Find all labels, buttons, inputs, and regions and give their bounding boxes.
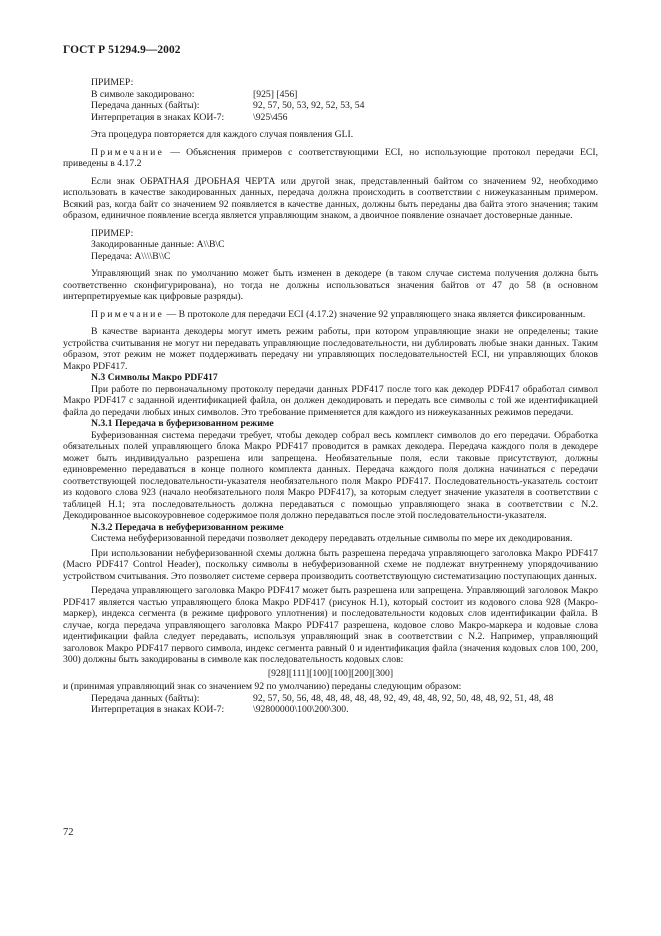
note-text: — Объяснения примеров с соответствующими ECI, но использующие протокол передачи ECI, приведены в 4.17.2 [63,146,598,169]
section-heading: N.3.1 Передача в буферизованном режиме [91,418,274,429]
example-row [91,112,598,124]
codeword-sequence: [928][111][100][100][200][300] [267,667,394,679]
page-number: 72 [63,827,74,838]
page-content [63,77,598,716]
example-title: ПРИМЕР: [91,227,134,239]
paragraph: Передача управляющего заголовка Макро PDF417 может быть разрешена или запрещена. Управляющий заголовок Макро PDF417 является частью управляющего блока Макро PDF417 (рисунок Н.1), который состоит из кодового слова 928 (Макро-маркер), индекса сегмента (в режиме цифрового уплотнения) и последовательности кодовых слов идентификации файла. В случае, когда передача управляющего заголовка Макро PDF417 разрешена, кодовое слово Макро-маркера и кодовые слова идентификации файла следует передавать, используя управляющий знак в соответствии с N.2. Например, управляющий заголовок Макро PDF417 первого символа, индекс сегмента равный 0 и идентификация файла (значения кодовых слов 100, 200, 300) должны быть закодированы в символе как последовательность кодовых слов: [63,585,598,665]
example-row-value: \925\456 [253,111,288,123]
example-block [63,228,598,263]
example-row-label: Интерпретация в знаках КОИ-7: [91,111,225,123]
example-row-value: 92, 57, 50, 56, 48, 48, 48, 48, 48, 92, 49, 48, 48, 92, 50, 48, 48, 92, 51, 48, 48 [253,692,554,704]
paragraph: При использовании небуферизованной схемы должна быть разрешена передача управляющего заголовка Макро PDF417 (Macro PDF417 Control Header), поскольку символы в небуферизованной схеме не подлежат внутреннему упорядочиванию устройством считывания. Это позволяет системе сервера производить соответствующую систематизацию поступающих данных. [63,547,598,582]
paragraph: Система небуферизованной передачи позволяет декодеру передавать отдельные символы по мере их декодирования. [91,533,573,544]
example-row-label: Интерпретация в знаках КОИ-7: [91,704,225,715]
example-row-label: Передача данных (байты): [91,100,200,111]
paragraph: В качестве варианта декодеры могут иметь режим работы, при котором управляющие знаки не определены; такие устройства считывания не могут ни передавать управляющие последовательности, ни дублировать любые знаки данных. Таким образом, этот режим не может поддерживать передачу ни управляющих последовательностей ECI, ни управляющих блоков Макро PDF417. [63,326,598,372]
example-line: Передача: A\\\\B\\C [91,250,171,262]
example-row [63,693,598,705]
example-row-value: \92800000\100\200\300. [253,704,349,715]
example-row-value: 92, 57, 50, 53, 92, 52, 53, 54 [253,100,365,111]
example-row-label: Передача данных (байты): [91,692,200,704]
example-row-value: [925] [456] [253,88,298,100]
paragraph: Управляющий знак по умолчанию может быть изменен в декодере (в таком случае система получения должна быть соответственно сконфигурирована), но тогда не должны использоваться значения байтов от 47 до 58 (в основном интерпретируемые как цифровые разряды). [63,268,598,302]
note-label: Примечание [91,308,165,320]
note-paragraph [63,309,598,321]
paragraph: и (принимая управляющий знак со значением 92 по умолчанию) переданы следующим образом: [63,681,462,692]
note-text: — В протоколе для передачи ECI (4.17.2) значение 92 управляющего знака является фиксированным. [164,308,586,320]
example-row [91,89,598,101]
example-row [63,704,598,716]
example-line: Закодированные данные: A\\B\C [91,239,225,250]
example-title: ПРИМЕР: [91,77,134,88]
section-heading: N.3 Символы Макро PDF417 [91,372,218,383]
example-row-label: В символе закодировано: [91,88,195,100]
paragraph: При работе по первоначальному протоколу передачи данных PDF417 после того как декодер PDF417 обработал символ Макро PDF417 с заданной идентификацией файла, он должен декодировать и передать все символы с той же идентификацией файла до передачи любых иных символов. Это требование применяется для каждого из нижеуказанных режимов передачи. [63,383,598,418]
section-heading: N.3.2 Передача в небуферизованном режиме [91,521,284,533]
paragraph: Буферизованная система передачи требует, чтобы декодер собрал весь комплект символов до его передачи. Обработка обязательных полей управляющего блока Макро PDF417 проводится в рамках декодера. Передача каждого поля в декодере может быть индивидуально разрешена или запрещена. Необязательные поля, если таковые присутствуют, должны единовременно передаваться в конце полного комплекта данных. Передача каждого поля должна начинаться с передачи соответствующей последовательности-указателя необязательного поля Макро PDF417. Последовательность-указатель состоит из кодового слова 923 (начало необязательного поля Макро PDF417), за которым следует значение указателя в соответствии с таблицей Н.1; эта последовательность должна передаваться с помощью управляющего знака в соответствии с N.2. Декодированное высокоуровневое содержимое поля должно передаваться после этой последовательности-указателя. [63,429,598,521]
page-header: ГОСТ Р 51294.9—2002 [63,44,181,56]
paragraph: Если знак ОБРАТНАЯ ДРОБНАЯ ЧЕРТА или другой знак, представленный байтом со значением 92, необходимо использовать в качестве закодированных данных, передача должна происходить в соответствии с нижеуказанным примером. Всякий раз, когда байт со значением 92 появляется в качестве данных, должны быть переданы два байта этого значения; таким образом, единичное появление всегда является управляющим знаком, а двоичное появление означает достоверные данные. [63,175,598,221]
note-label: Примечание [91,146,165,158]
note-paragraph [63,147,598,170]
paragraph: Эта процедура повторяется для каждого случая появления GLI. [91,129,354,140]
example-row [91,100,598,112]
example-block [63,77,598,123]
